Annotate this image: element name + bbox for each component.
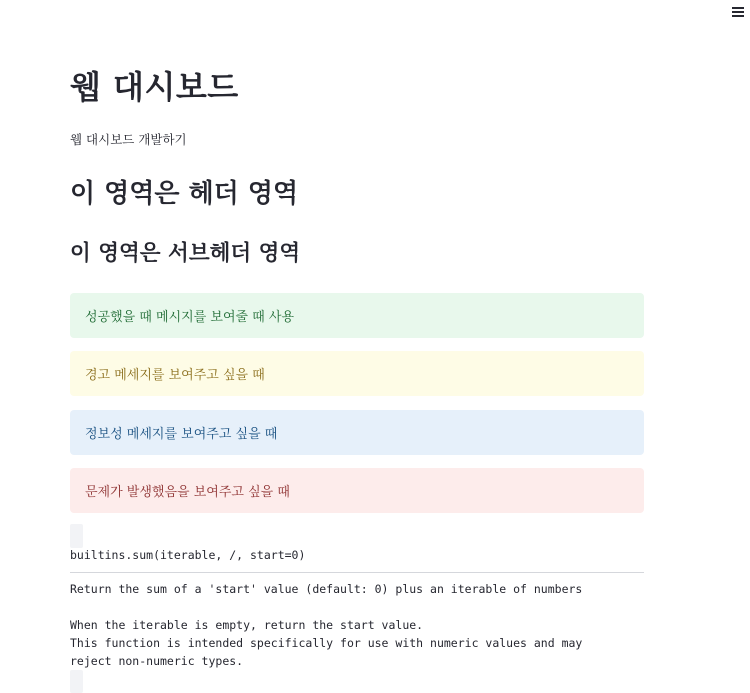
warning-alert-text: 경고 메세지를 보여주고 싶을 때 [85,368,265,383]
help-doc-line: When the iterable is empty, return the start value. [70,618,424,632]
page-header: 이 영역은 헤더 영역 [70,179,299,209]
success-alert [70,293,644,338]
help-block-bar [70,524,83,548]
help-block-bar [70,670,83,693]
info-alert [70,410,644,455]
error-alert-text: 문제가 발생했음을 보여주고 싶을 때 [85,485,290,500]
page-text: 웹 대시보드 개발하기 [70,132,187,147]
info-alert-text: 정보성 메세지를 보여주고 싶을 때 [85,427,278,442]
help-doc-line: reject non-numeric types. [70,654,244,668]
error-alert [70,468,644,513]
success-alert-text: 성공했을 때 메시지를 보여줄 때 사용 [85,310,295,325]
help-doc-line: Return the sum of a 'start' value (default: 0) plus an iterable of numbers [70,582,583,596]
page-title: 웹 대시보드 [70,68,239,106]
hamburger-menu-icon[interactable] [730,3,746,19]
help-signature: builtins.sum(iterable, /, start=0) [70,548,306,562]
page-subheader: 이 영역은 서브헤더 영역 [70,241,301,266]
help-doc-line: This function is intended specifically for use with numeric values and may [70,636,583,650]
warning-alert [70,351,644,396]
help-divider [70,572,644,573]
